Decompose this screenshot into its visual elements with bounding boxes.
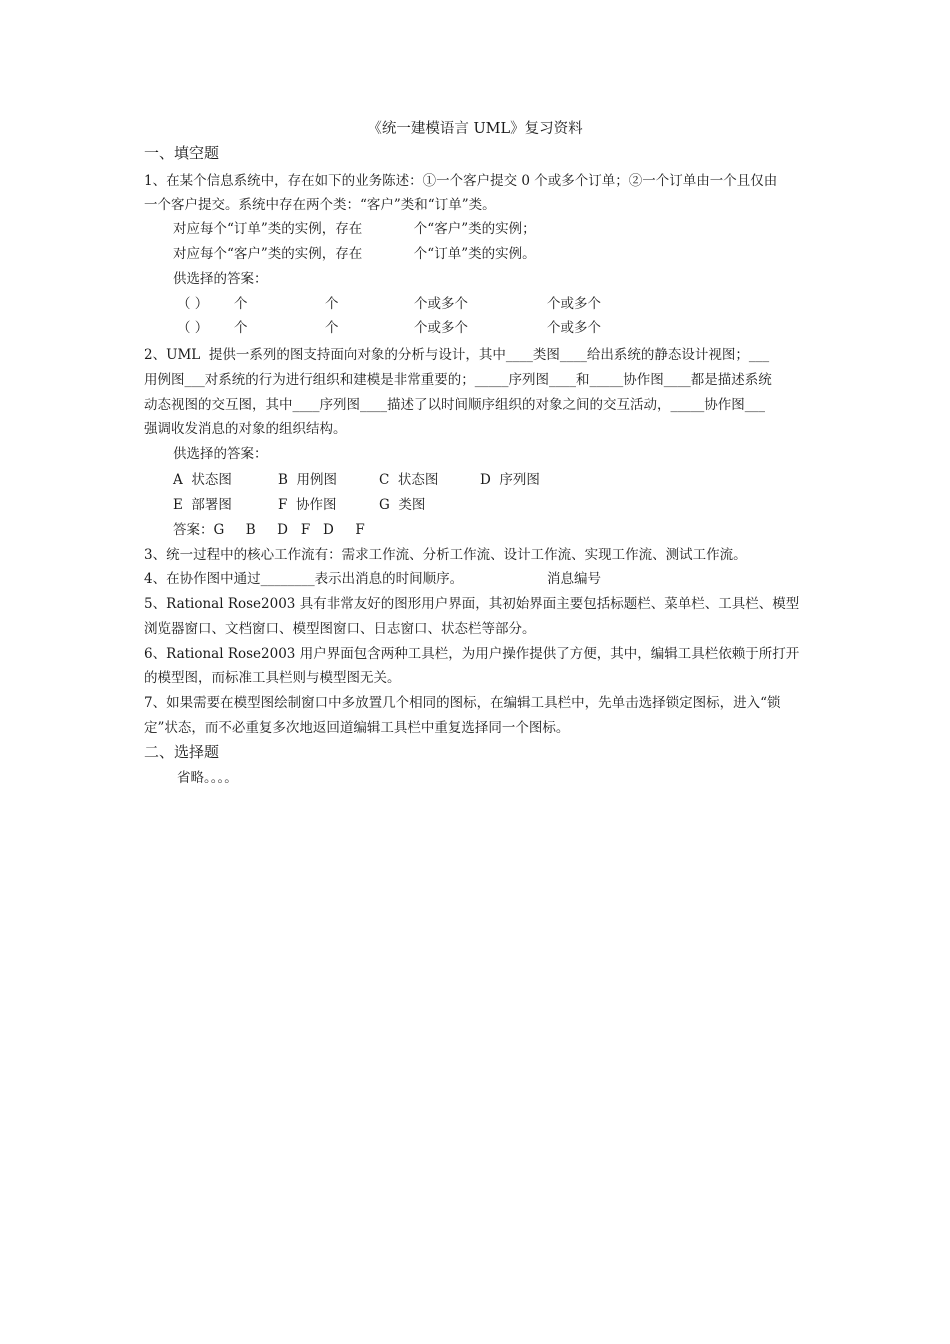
- q2-option: C 状态图: [379, 472, 439, 488]
- q2-line3: 动态视图的交互图，其中____序列图____描述了以时间顺序组织的对象之间的交互活动，_____协作图___: [144, 397, 765, 413]
- q1-options-label: 供选择的答案：: [173, 271, 268, 287]
- q2-option: G 类图: [379, 497, 426, 513]
- q2-option: D 序列图: [480, 472, 540, 488]
- q1-line3: 对应每个“订单”类的实例，存在 个“客户”类的实例；: [173, 221, 536, 237]
- option-b: 个: [325, 320, 339, 336]
- q2-answer: 答案：G B D F D F: [173, 522, 365, 538]
- q3-text: 3、统一过程中的核心工作流有：需求工作流、分析工作流、设计工作流、实现工作流、测试工作流。: [144, 547, 747, 563]
- option-a: 个: [234, 320, 248, 336]
- section-heading-fill-in: 一、填空题: [144, 144, 220, 162]
- q2-option: B 用例图: [278, 472, 338, 488]
- q2-line4: 强调收发消息的对象的组织结构。: [144, 421, 347, 437]
- q1-line4: 对应每个“客户”类的实例，存在 个“订单”类的实例。: [173, 246, 536, 262]
- option-d: 个或多个: [547, 296, 601, 312]
- q2-line1: 2、UML 提供一系列的图支持面向对象的分析与设计，其中____类图____给出系统的静态设计视图；___: [144, 347, 770, 363]
- q2-option: F 协作图: [278, 497, 337, 513]
- option-a: 个: [234, 296, 248, 312]
- q2-option: A 状态图: [173, 472, 232, 488]
- q2-line2: 用例图___对系统的行为进行组织和建模是非常重要的；_____序列图____和_____协作图____都是描述系统: [144, 372, 772, 388]
- q7-line2: 定”状态，而不必重复多次地返回道编辑工具栏中重复选择同一个图标。: [144, 720, 570, 736]
- q1-line1: 1、在某个信息系统中，存在如下的业务陈述：①一个客户提交 0 个或多个订单；②一个订单由一个且仅由: [144, 173, 778, 189]
- q5-line1: 5、Rational Rose2003 具有非常友好的图形用户界面，其初始界面主要包括标题栏、菜单栏、工具栏、模型: [144, 596, 800, 612]
- q6-line2: 的模型图，而标准工具栏则与模型图无关。: [144, 670, 401, 686]
- q6-line1: 6、Rational Rose2003 用户界面包含两种工具栏，为用户操作提供了方便，其中，编辑工具栏依赖于所打开: [144, 646, 800, 662]
- option-b: 个: [325, 296, 339, 312]
- option-d: 个或多个: [547, 320, 601, 336]
- document-title: 《统一建模语言 UML》复习资料: [367, 121, 583, 137]
- q4-text: 4、在协作图中通过________表示出消息的时间顺序。: [144, 571, 464, 587]
- option-paren: （ ）: [177, 296, 209, 312]
- q4-answer: 消息编号: [547, 571, 601, 587]
- q2-option: E 部署图: [173, 497, 232, 513]
- option-c: 个或多个: [414, 296, 468, 312]
- q5-line2: 浏览器窗口、文档窗口、模型图窗口、日志窗口、状态栏等部分。: [144, 621, 536, 637]
- section2-body: 省略。。。。: [177, 770, 238, 786]
- q2-options-label: 供选择的答案：: [173, 446, 268, 462]
- option-paren: （ ）: [177, 320, 209, 336]
- section-heading-choice: 二、选择题: [144, 743, 220, 761]
- option-c: 个或多个: [414, 320, 468, 336]
- q7-line1: 7、如果需要在模型图绘制窗口中多放置几个相同的图标，在编辑工具栏中，先单击选择锁定图标，进入“锁: [144, 695, 781, 711]
- q1-line2: 一个客户提交。系统中存在两个类：“客户”类和“订单”类。: [144, 197, 496, 213]
